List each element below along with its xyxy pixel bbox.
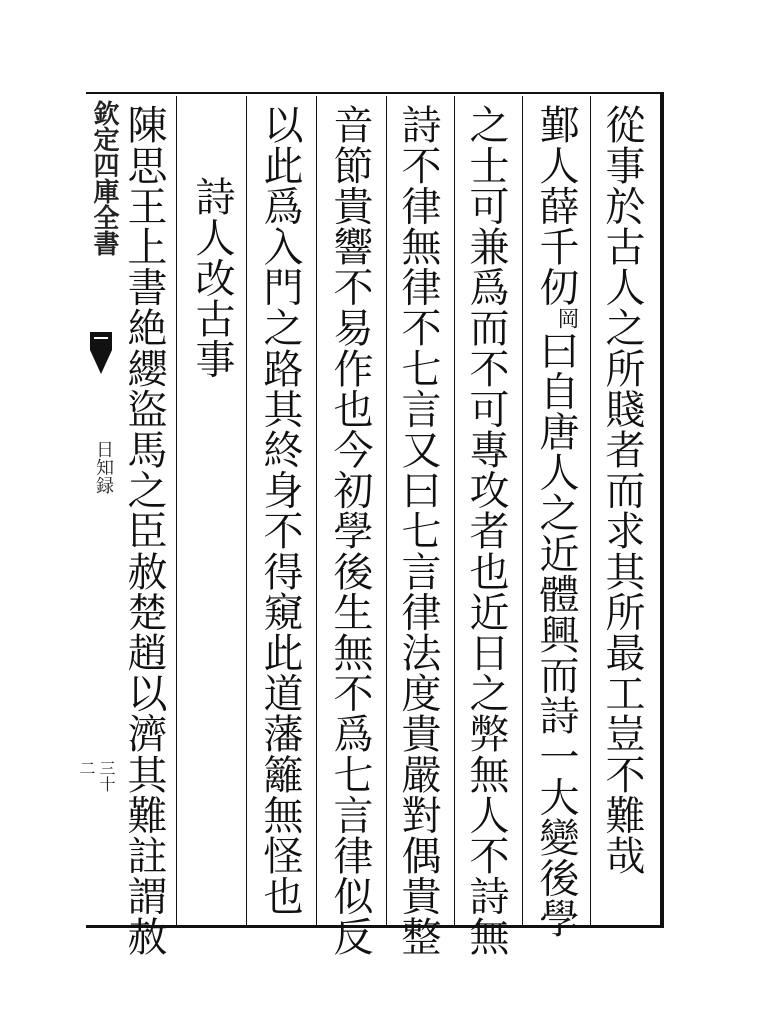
column-rule (386, 96, 387, 926)
text-column-2-part: 鄞人薛千仞 (533, 104, 579, 307)
fish-tail-mark-icon (88, 330, 114, 376)
column-rule (316, 96, 317, 926)
section-heading: 詩人改古事 (189, 176, 235, 379)
text-column-8: 陳思王上書絶纓盜馬之臣赦楚趙以濟其難註謂赦 (121, 104, 167, 957)
text-column-4: 詩不律無律不七言又曰七言律法度貴嚴對偶貴整 (395, 104, 441, 957)
column-rule (590, 96, 591, 926)
text-column-3: 之士可兼爲而不可專攻者也近日之弊無人不詩無 (463, 104, 509, 957)
margin-book-title: 日知録 (93, 440, 114, 494)
text-column-2 (532, 104, 580, 939)
text-column-5: 音節貴響不易作也今初學後生無不爲七言律似反 (327, 104, 373, 957)
text-column-6: 以此爲入門之路其終身不得窺此道藩籬無怪也 (257, 104, 303, 916)
column-rule (522, 96, 523, 926)
column-rule (454, 96, 455, 926)
column-rule (246, 96, 247, 926)
text-column-2-part: 曰自唐人之近體興而詩一大變後學 (533, 329, 579, 939)
margin-title: 欽定四庫全書 (89, 100, 119, 256)
text-column-1: 從事於古人之所賤者而求其所最工豈不難哉 (599, 104, 645, 876)
margin-page-number: 三十二 (77, 760, 116, 792)
column-rule (176, 96, 177, 926)
inline-note: 岡 (554, 307, 579, 330)
